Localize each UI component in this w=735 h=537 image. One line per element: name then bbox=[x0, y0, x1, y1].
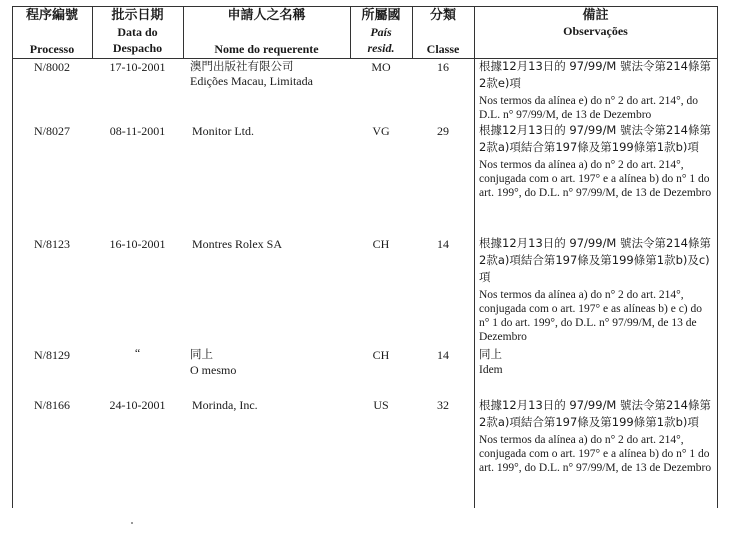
observations-pt: Idem bbox=[479, 364, 503, 376]
despacho-date: 16-10-2001 bbox=[109, 237, 166, 251]
requerente-name-pt: Monitor Ltd. bbox=[192, 124, 254, 138]
header-processo-zh: 程序編號 bbox=[25, 8, 78, 23]
observations-pt: Nos termos da alínea e) do n° 2 do art. 214°, do D.L. n° 97/99/M, de 13 de Dezembro bbox=[479, 95, 699, 121]
despacho-date: 24-10-2001 bbox=[109, 398, 166, 412]
header-processo bbox=[12, 8, 92, 58]
observations bbox=[479, 235, 715, 344]
observations-pt: Nos termos da alínea a) do n° 2 do art. 214°, conjugada com o art. 197° e as alíneas b) e c) do n° 1 do art. 199°, do D.L. n° 97/99/M, de 13 de Dezembro bbox=[479, 289, 703, 343]
processo-number: N/8027 bbox=[34, 124, 70, 138]
requerente-name-zh: 同上 bbox=[190, 347, 213, 361]
scan-speck bbox=[131, 522, 133, 524]
requerente-name bbox=[190, 346, 350, 377]
table-right-border bbox=[717, 6, 718, 508]
header-pais bbox=[350, 8, 412, 58]
processo-number: N/8129 bbox=[34, 348, 70, 362]
requerente-name-pt: Morinda, Inc. bbox=[192, 398, 258, 412]
header-data-pt2: Despacho bbox=[112, 41, 163, 55]
table-left-border bbox=[12, 6, 13, 508]
observations bbox=[479, 346, 715, 377]
observations-pt: Nos termos da alínea a) do n° 2 do art. 214°, conjugada com o art. 197° e a alínea b) do n° 1 do art. 199°, do D.L. n° 97/99/M, de 13 de Dezembro bbox=[479, 434, 712, 474]
class-number: 29 bbox=[437, 124, 449, 138]
observations-zh: 根據12月13日的 97/99/M 號法令第214條第2款a)項結合第197條及第199條第1款b)項 bbox=[479, 123, 711, 154]
processo-number: N/8002 bbox=[34, 60, 70, 74]
country-code: CH bbox=[372, 348, 390, 362]
class-number: 14 bbox=[437, 237, 449, 251]
processo-number: N/8123 bbox=[34, 237, 70, 251]
requerente-name bbox=[192, 237, 350, 251]
header-data bbox=[92, 8, 183, 58]
header-obs bbox=[474, 8, 717, 58]
country-code: US bbox=[373, 398, 389, 412]
class-number: 32 bbox=[437, 398, 449, 412]
requerente-name-pt: Edições Macau, Limitada bbox=[190, 74, 313, 88]
header-nome-zh: 申請人之名稱 bbox=[227, 8, 306, 23]
header-classe bbox=[412, 8, 474, 58]
observations-zh: 根據12月13日的 97/99/M 號法令第214條第2款a)項結合第197條及第199條第1款b)及c)項 bbox=[479, 236, 711, 284]
country-code: VG bbox=[372, 124, 390, 138]
requerente-name bbox=[192, 398, 350, 412]
header-pais-pt1: País bbox=[370, 25, 392, 39]
despacho-date: 17-10-2001 bbox=[109, 60, 166, 74]
class-number: 16 bbox=[437, 60, 449, 74]
header-data-pt1: Data do bbox=[117, 25, 158, 39]
header-data-zh: 批示日期 bbox=[111, 8, 164, 23]
observations-zh: 同上 bbox=[479, 347, 502, 361]
header-nome bbox=[183, 8, 350, 58]
country-code: MO bbox=[371, 60, 391, 74]
observations-pt: Nos termos da alínea a) do n° 2 do art. 214°, conjugada com o art. 197° e a alínea b) do n° 1 do art. 199°, do D.L. n° 97/99/M, de 13 de Dezembro bbox=[479, 159, 712, 199]
observations-zh: 根據12月13日的 97/99/M 號法令第214條第2款e)項 bbox=[479, 59, 711, 90]
observations-zh: 根據12月13日的 97/99/M 號法令第214條第2款a)項結合第197條及第199條第1款b)項 bbox=[479, 398, 711, 429]
header-obs-pt: Observações bbox=[563, 24, 628, 38]
header-nome-pt: Nome do requerente bbox=[214, 42, 319, 56]
header-classe-pt: Classe bbox=[426, 42, 460, 56]
processo-number: N/8166 bbox=[34, 398, 70, 412]
observations bbox=[479, 122, 715, 200]
requerente-name bbox=[192, 124, 350, 138]
requerente-name-pt: O mesmo bbox=[190, 363, 237, 377]
table-top-border bbox=[12, 6, 717, 7]
header-processo-pt: Processo bbox=[29, 42, 75, 56]
observations bbox=[479, 397, 715, 475]
requerente-name-pt: Montres Rolex SA bbox=[192, 237, 282, 251]
header-pais-zh: 所屬國 bbox=[361, 8, 401, 23]
header-pais-pt2: resid. bbox=[367, 41, 395, 55]
despacho-date: 08-11-2001 bbox=[109, 124, 166, 138]
country-code: CH bbox=[372, 237, 390, 251]
class-number: 14 bbox=[437, 348, 449, 362]
despacho-date: “ bbox=[134, 346, 141, 360]
requerente-name-zh: 澳門出版社有限公司 bbox=[190, 59, 294, 73]
requerente-name bbox=[190, 58, 350, 88]
header-classe-zh: 分類 bbox=[429, 8, 456, 23]
header-obs-zh: 備註 bbox=[582, 8, 609, 23]
column-divider bbox=[474, 6, 475, 508]
observations bbox=[479, 58, 715, 122]
